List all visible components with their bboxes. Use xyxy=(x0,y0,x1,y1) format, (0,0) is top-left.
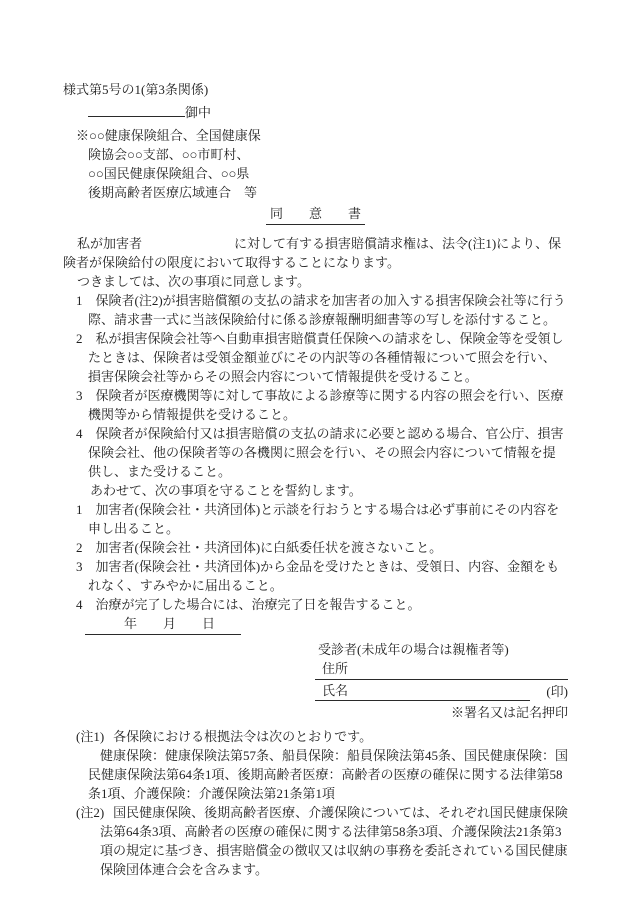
signature-block xyxy=(315,640,568,722)
consent-item-1: 1 保険者(注2)が損害賠償額の支払の請求を加害者の加入する損害保険会社等に行う際、請求書一式に当該保険給付に係る診療報酬明細書等の写しを添付すること。 xyxy=(76,293,566,327)
recipient-line xyxy=(63,101,568,122)
signer-label: 受診者(未成年の場合は親権者等) xyxy=(318,642,509,657)
insurer-note-line: 後期高齢者医療広域連合 等 xyxy=(88,185,258,200)
address-label: 住所 xyxy=(322,661,349,676)
note-2-body: 国民健康保険、後期高齢者医療、介護保険については、それぞれ国民健康保険法第64条3項、高齢者の医療の確保に関する法律第58条3項、介護保険法21条第3項の規定に基づき、損害賠償金の徴収又は収納の事務を委託されている国民健康保険団体連合会を含みます。 xyxy=(100,805,568,877)
name-label: 氏名 xyxy=(322,683,349,698)
note-1-marker: (注1) xyxy=(76,729,105,744)
address-field[interactable] xyxy=(315,659,568,680)
insurer-note-line: ○○国民健康保険組合、○○県 xyxy=(88,166,250,181)
page-content xyxy=(63,80,568,879)
pledge-lead: あわせて、次の事項を守ることを誓約します。 xyxy=(90,483,362,498)
consent-item-3: 3 保険者が医療機関等に対して事故による診療等に関する内容の照会を行い、医療機関等から情報提供を受けること。 xyxy=(76,388,564,422)
title-row xyxy=(63,204,568,225)
recipient-blank-field[interactable] xyxy=(88,101,185,117)
insurer-note-line: ※○○健康保険組合、全国健康保 xyxy=(76,128,261,143)
perpetrator-blank-field[interactable] xyxy=(142,235,234,248)
insurer-note-line: 険協会○○支部、○○市町村、 xyxy=(88,147,250,162)
consent-lead: つきましては、次の事項に同意します。 xyxy=(77,274,310,289)
note-2 xyxy=(63,803,568,879)
seal-mark[interactable]: (印) xyxy=(546,684,568,699)
note-1-heading: 各保険における根拠法令は次のとおりです。 xyxy=(113,729,373,744)
pledge-item-4: 4 治療が完了した場合には、治療完了日を報告すること。 xyxy=(76,597,421,612)
intro-before-blank: 私が加害者 xyxy=(77,236,143,251)
signature-note: ※署名又は記名押印 xyxy=(450,705,568,720)
name-row xyxy=(315,680,568,701)
consent-item-4: 4 保険者が保険給付又は損害賠償の支払の請求に必要と認める場合、官公庁、損害保険会社、他の保険者等の各機関に照会を行い、その照会内容について情報を提供し、また受けること。 xyxy=(76,426,564,479)
note-1-heading-line xyxy=(63,727,568,746)
consent-item-2: 2 私が損害保険会社等へ自動車損害賠償責任保険への請求をし、保険金等を受領したときは、保険者は受領金額並びにその内訳等の各種情報について照会を行い、損害保険会社等からその照会内容について情報提供を受けること。 xyxy=(76,331,564,384)
insurer-examples-note xyxy=(63,126,568,202)
note-2-marker: (注2) xyxy=(76,805,105,820)
date-field[interactable]: 年 月 日 xyxy=(85,614,241,635)
recipient-suffix: 御中 xyxy=(185,105,212,120)
pledge-item-1: 1 加害者(保険会社・共済団体)と示談を行おうとする場合は必ず事前にその内容を申し出ること。 xyxy=(76,502,560,536)
document-title: 同 意 書 xyxy=(266,204,365,225)
name-field[interactable] xyxy=(315,681,530,701)
date-row xyxy=(63,614,568,635)
form-number: 様式第5号の1(第3条関係) xyxy=(63,82,209,97)
intro-after-blank: に対して有する損害賠償請求権は、法令(注1)により、保険者が保険給付の限度において取得することになります。 xyxy=(63,236,562,270)
intro-paragraph xyxy=(63,234,568,272)
pledge-item-3: 3 加害者(保険会社・共済団体)から金品を受けたときは、受領日、内容、金額をもれなく、すみやかに届出ること。 xyxy=(76,559,560,593)
note-1-body: 健康保険：健康保険法第57条、船員保険：船員保険法第45条、国民健康保険：国民健康保険法第64条1項、後期高齢者医療：高齢者の医療の確保に関する法律第58条1項、介護保険：介護保険法第21条第1項 xyxy=(88,748,569,801)
footnotes xyxy=(63,727,568,879)
pledge-item-2: 2 加害者(保険会社・共済団体)に白紙委任状を渡さないこと。 xyxy=(76,540,443,555)
